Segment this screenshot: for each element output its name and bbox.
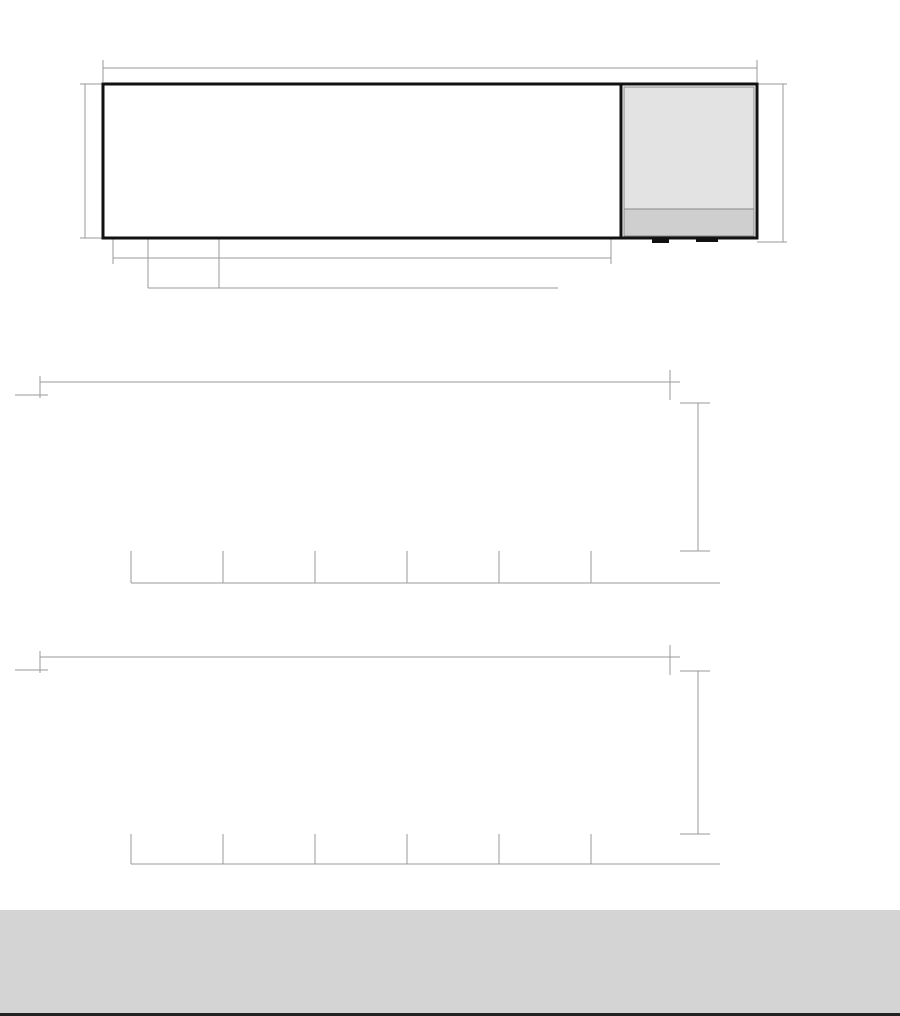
option1-dimensions (15, 370, 720, 583)
option2-dimensions (15, 645, 720, 864)
equivalence-legend (0, 910, 900, 1013)
counter-frame (103, 84, 757, 243)
